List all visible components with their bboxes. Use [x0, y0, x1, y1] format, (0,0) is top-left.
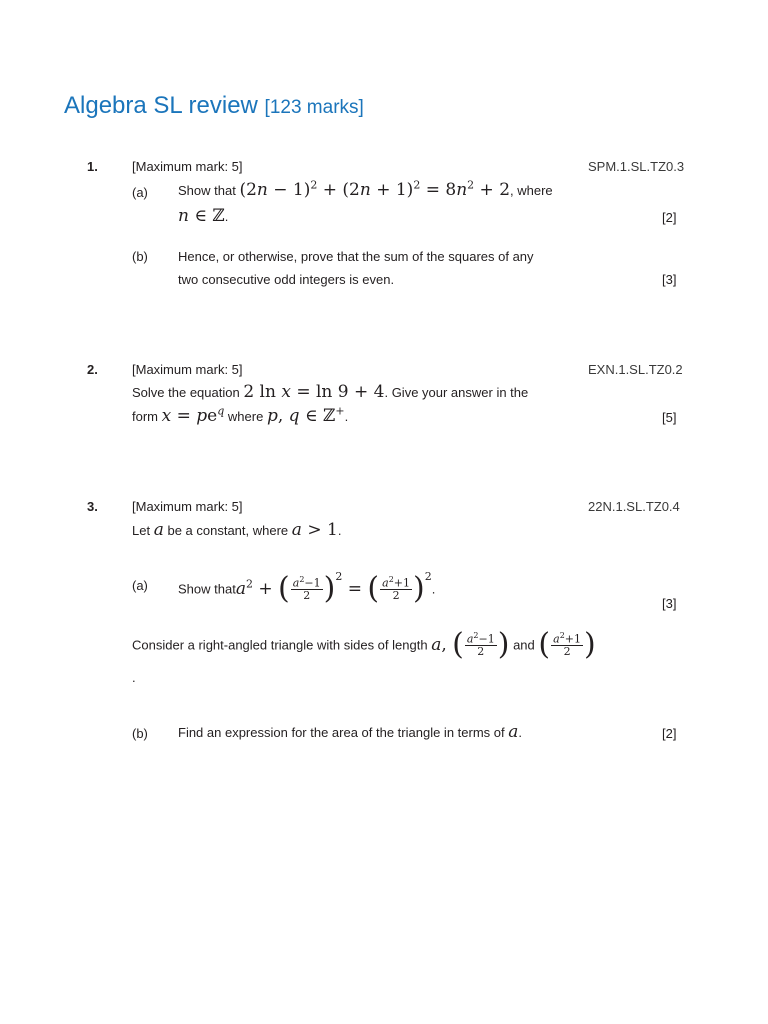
question-3-intro-b: be a constant, where [167, 523, 289, 538]
question-1a-domain: n ∈ ℤ [178, 206, 225, 226]
question-3-consider-text: Consider a right-angled triangle with sides of length [132, 637, 428, 653]
question-3-intro: Let a be a constant, where a > 1. [132, 520, 342, 540]
question-2-max-mark: [Maximum mark: 5] [132, 362, 243, 377]
question-3b-label: (b) [132, 726, 148, 741]
question-2-form-expression: $x = pe^q$ [161, 404, 225, 426]
question-1a-line1 [178, 180, 553, 200]
question-3b-text: Find an expression for the area of the triangle in terms of [178, 725, 505, 740]
question-1a-label: (a) [132, 185, 148, 200]
question-1-max-mark: [Maximum mark: 5] [132, 159, 243, 174]
question-3-max-mark: [Maximum mark: 5] [132, 499, 243, 514]
question-2-number: 2. [87, 362, 98, 377]
question-1b-label: (b) [132, 249, 148, 264]
question-2-equation: 2 ln x = ln 9 + 4 [243, 382, 385, 402]
fraction-a2-plus-1: $\frac{a^2+1}{2}$ [382, 574, 410, 603]
question-3-consider-line: Consider a right-angled triangle with sides of length a, ( $\frac{a^2-1}{2}$ ) and ( $\frac{a^2+1}{2}$ ) [132, 627, 596, 662]
question-3b-line: Find an expression for the area of the triangle in terms of a. [178, 722, 523, 742]
question-1a-line2: n ∈ ℤ. [178, 206, 229, 226]
question-3b-marks: [2] [662, 726, 677, 741]
title-main: Algebra SL review [64, 92, 258, 119]
question-1a-where: , where [510, 183, 553, 198]
question-1b-line2: two consecutive odd integers is even. [178, 272, 395, 287]
question-1b-marks: [3] [662, 272, 677, 287]
question-1-code: SPM.1.SL.TZ0.3 [588, 159, 685, 174]
question-1b-line1: Hence, or otherwise, prove that the sum of the squares of any [178, 249, 534, 264]
question-2-line2: form $x = pe^q$ where p, q ∈ ℤ+. [132, 404, 349, 426]
question-3-code: 22N.1.SL.TZ0.4 [588, 499, 680, 514]
question-3-and: and [513, 637, 535, 653]
question-3a-line: Show thata$^2$ + ( $\frac{a^2-1}{2}$ )$^2$ = ( $\frac{a^2+1}{2}$ )$^2$. [178, 570, 436, 606]
question-2-code: EXN.1.SL.TZ0.2 [588, 362, 683, 377]
question-1a-equation: $(2n - 1)^2 + (2n + 1)^2 = 8n^2 + 2$ [239, 178, 511, 200]
question-3-side-a: a, [431, 635, 453, 655]
question-1a-text: Show that [178, 183, 236, 198]
question-1a-marks: [2] [662, 210, 677, 225]
question-3-number: 3. [87, 499, 98, 514]
question-3a-equation: $a^2$ + [235, 577, 279, 599]
question-2-text-b: . Give your answer in the [384, 385, 529, 400]
question-3-consider-period: . [132, 670, 136, 685]
question-2-text-a: Solve the equation [132, 385, 240, 400]
question-1-number: 1. [87, 159, 98, 174]
question-2-text-where: where [227, 409, 264, 424]
page-title [64, 92, 364, 120]
question-3a-text: Show that [178, 581, 236, 597]
question-3b-var-a: a [508, 722, 519, 742]
title-marks: [123 marks] [264, 97, 364, 118]
question-2-marks: [5] [662, 410, 677, 425]
question-2-line1 [132, 382, 528, 402]
fraction-a2-minus-1: $\frac{a^2-1}{2}$ [292, 574, 321, 603]
question-3-intro-a: Let [132, 523, 151, 538]
question-3a-label: (a) [132, 578, 148, 593]
question-2-condition: p, q ∈ ℤ+ [266, 404, 345, 426]
side-fraction-a2-minus-1: $\frac{a^2-1}{2}$ [466, 630, 495, 659]
side-fraction-a2-plus-1: $\frac{a^2+1}{2}$ [553, 630, 581, 659]
question-3a-marks: [3] [662, 596, 677, 611]
question-3-condition: a > 1 [291, 520, 338, 540]
question-2-text-form: form [132, 409, 158, 424]
question-3-var-a: a [153, 520, 164, 540]
